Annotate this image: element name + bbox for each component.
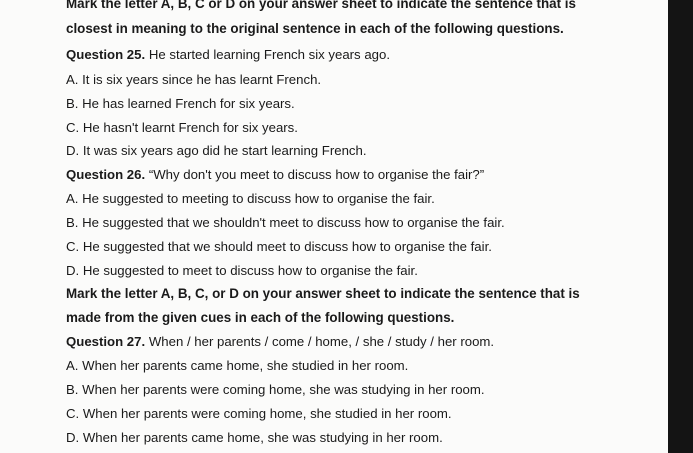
- question-25-label: Question 25.: [66, 47, 146, 62]
- question-25-option-c: C. He hasn't learnt French for six years.: [66, 120, 298, 135]
- question-26-text: “Why don't you meet to discuss how to organise the fair?”: [148, 167, 485, 182]
- question-27-option-a: A. When her parents came home, she studied in her room.: [66, 358, 409, 373]
- question-25-option-b: B. He has learned French for six years.: [66, 96, 295, 111]
- section1-instruction-line2: closest in meaning to the original sentence in each of the following questions.: [66, 21, 564, 36]
- question-27-label: Question 27.: [66, 334, 146, 349]
- question-25-text: He started learning French six years ago.: [148, 47, 390, 62]
- question-27-text: When / her parents / come / home, / she / study / her room.: [148, 334, 495, 349]
- question-25-option-a: A. It is six years since he has learnt French.: [66, 72, 322, 87]
- section1-instruction-line1: Mark the letter A, B, C or D on your answer sheet to indicate the sentence that is: [66, 0, 576, 11]
- question-26-label: Question 26.: [66, 167, 146, 182]
- question-27-option-c: C. When her parents were coming home, she studied in her room.: [66, 406, 452, 421]
- question-25-prompt: [66, 47, 390, 63]
- question-26-option-d: D. He suggested to meet to discuss how to organise the fair.: [66, 263, 418, 278]
- question-26-prompt: [66, 167, 484, 183]
- question-25-option-d: D. It was six years ago did he start learning French.: [66, 143, 367, 158]
- question-27-option-d: D. When her parents came home, she was studying in her room.: [66, 430, 443, 445]
- section2-instruction-line1: Mark the letter A, B, C, or D on your answer sheet to indicate the sentence that is: [66, 286, 580, 301]
- section2-instruction-line2: made from the given cues in each of the following questions.: [66, 310, 455, 325]
- question-26-option-a: A. He suggested to meeting to discuss how to organise the fair.: [66, 191, 435, 206]
- question-27-option-b: B. When her parents were coming home, she was studying in her room.: [66, 382, 485, 397]
- question-26-option-c: C. He suggested that we should meet to discuss how to organise the fair.: [66, 239, 492, 254]
- question-26-option-b: B. He suggested that we shouldn't meet to discuss how to organise the fair.: [66, 215, 505, 230]
- dark-right-edge: [668, 0, 693, 453]
- question-27-prompt: [66, 334, 494, 350]
